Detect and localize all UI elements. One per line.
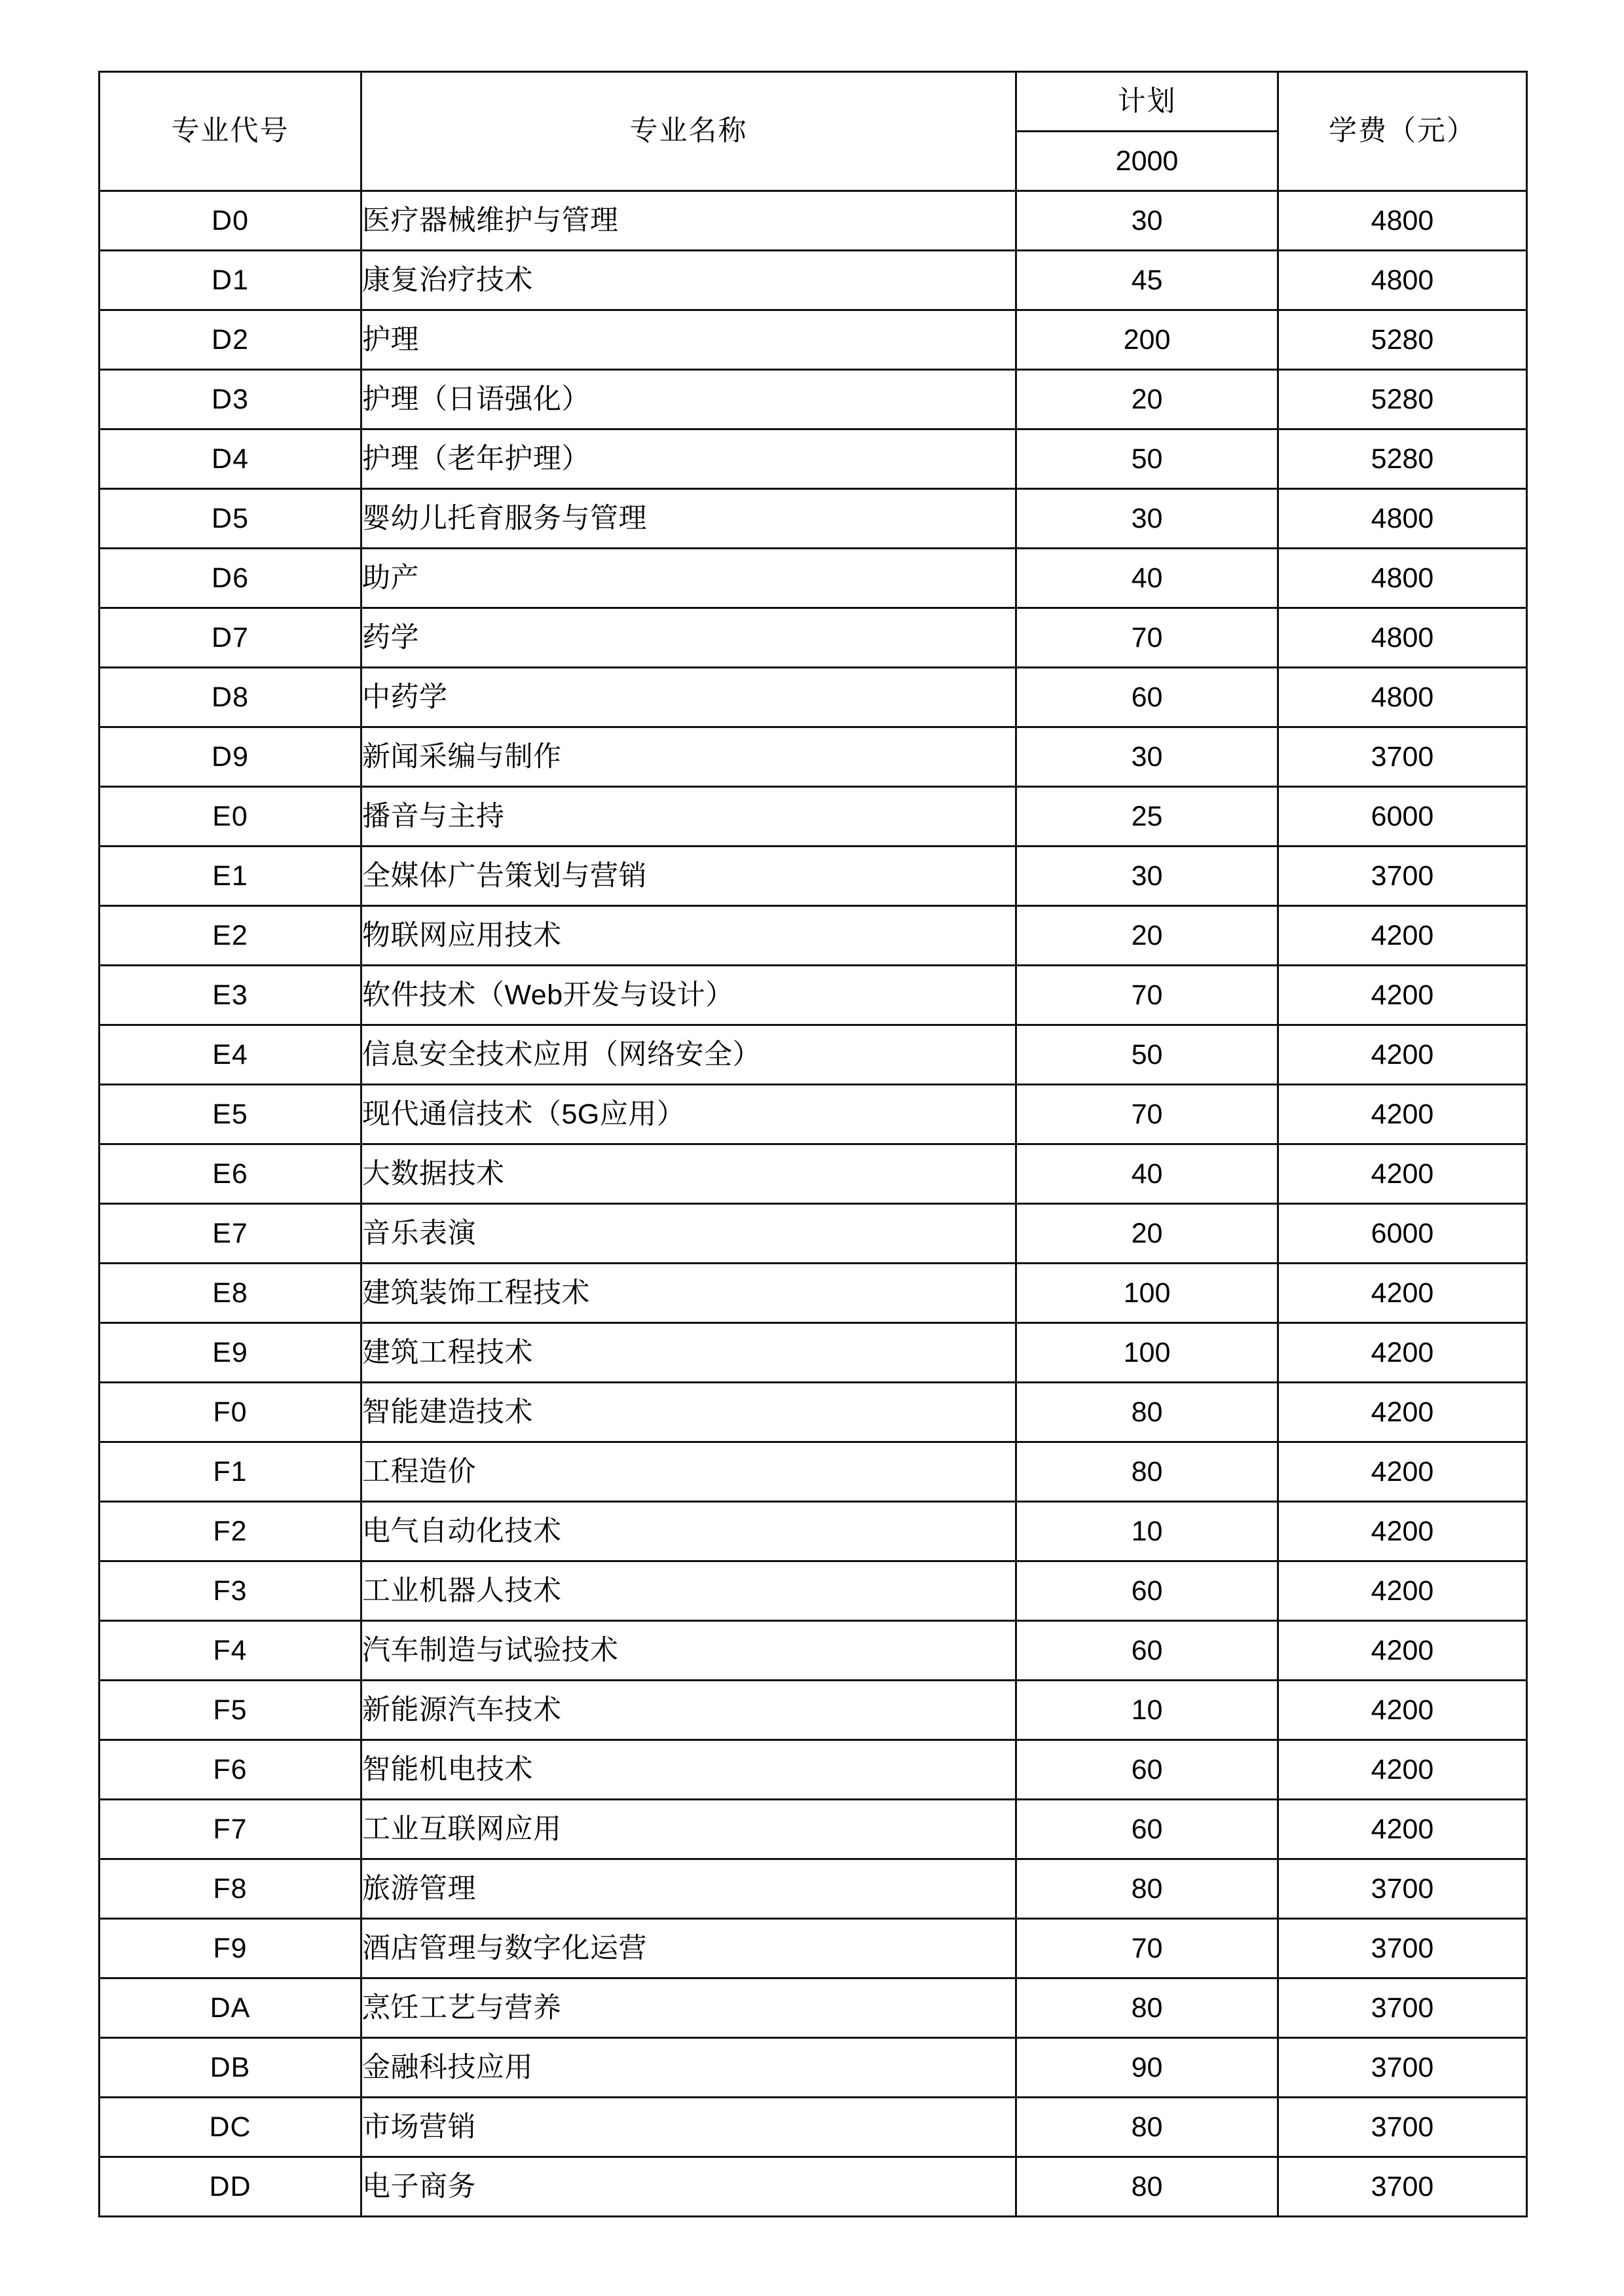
cell-plan: 70 (1016, 1085, 1278, 1144)
cell-fee: 4200 (1278, 1144, 1527, 1204)
cell-plan: 40 (1016, 549, 1278, 608)
cell-fee: 4200 (1278, 1681, 1527, 1740)
cell-major-name: 现代通信技术（5G应用） (361, 1085, 1016, 1144)
cell-fee: 3700 (1278, 2157, 1527, 2217)
cell-fee: 4200 (1278, 966, 1527, 1025)
cell-plan: 45 (1016, 251, 1278, 310)
cell-plan: 60 (1016, 1561, 1278, 1621)
cell-major-name: 全媒体广告策划与营销 (361, 847, 1016, 906)
cell-fee: 4800 (1278, 668, 1527, 727)
cell-fee: 4200 (1278, 1442, 1527, 1502)
cell-fee: 4800 (1278, 191, 1527, 251)
table-row (100, 1978, 1527, 2038)
cell-fee: 4800 (1278, 608, 1527, 668)
table-body (100, 191, 1527, 2217)
cell-major-code: DD (100, 2157, 361, 2217)
table-row (100, 1502, 1527, 1561)
cell-major-code: F9 (100, 1919, 361, 1978)
cell-fee: 4200 (1278, 1383, 1527, 1442)
cell-major-code: F0 (100, 1383, 361, 1442)
cell-major-code: E1 (100, 847, 361, 906)
cell-major-name: 软件技术（Web开发与设计） (361, 966, 1016, 1025)
table-row (100, 549, 1527, 608)
cell-major-code: D3 (100, 370, 361, 429)
cell-major-code: D2 (100, 310, 361, 370)
cell-plan: 10 (1016, 1502, 1278, 1561)
cell-plan: 200 (1016, 310, 1278, 370)
cell-plan: 70 (1016, 1919, 1278, 1978)
cell-major-code: F1 (100, 1442, 361, 1502)
cell-major-code: F8 (100, 1859, 361, 1919)
cell-major-name: 工业互联网应用 (361, 1800, 1016, 1859)
table-row (100, 1264, 1527, 1323)
cell-major-code: E7 (100, 1204, 361, 1264)
cell-plan: 80 (1016, 1978, 1278, 2038)
table-row (100, 1740, 1527, 1800)
cell-fee: 4800 (1278, 251, 1527, 310)
cell-fee: 4200 (1278, 1800, 1527, 1859)
cell-plan: 20 (1016, 370, 1278, 429)
table-row (100, 727, 1527, 787)
cell-plan: 80 (1016, 1442, 1278, 1502)
cell-plan: 100 (1016, 1323, 1278, 1383)
table-row (100, 310, 1527, 370)
cell-plan: 80 (1016, 2098, 1278, 2157)
cell-major-code: E0 (100, 787, 361, 847)
cell-plan: 60 (1016, 1740, 1278, 1800)
cell-major-name: 新能源汽车技术 (361, 1681, 1016, 1740)
cell-fee: 6000 (1278, 1204, 1527, 1264)
cell-major-name: 物联网应用技术 (361, 906, 1016, 966)
cell-major-code: DA (100, 1978, 361, 2038)
cell-fee: 4200 (1278, 1085, 1527, 1144)
table-row (100, 1442, 1527, 1502)
cell-major-code: E6 (100, 1144, 361, 1204)
table-row (100, 1800, 1527, 1859)
cell-major-code: D1 (100, 251, 361, 310)
cell-major-code: F5 (100, 1681, 361, 1740)
cell-fee: 4200 (1278, 1621, 1527, 1681)
cell-major-name: 护理（日语强化） (361, 370, 1016, 429)
cell-major-name: 信息安全技术应用（网络安全） (361, 1025, 1016, 1085)
cell-major-code: DC (100, 2098, 361, 2157)
cell-fee: 4800 (1278, 549, 1527, 608)
cell-major-code: F4 (100, 1621, 361, 1681)
cell-major-code: D9 (100, 727, 361, 787)
cell-fee: 5280 (1278, 429, 1527, 489)
cell-major-name: 酒店管理与数字化运营 (361, 1919, 1016, 1978)
cell-major-code: E9 (100, 1323, 361, 1383)
cell-major-name: 音乐表演 (361, 1204, 1016, 1264)
table-row (100, 429, 1527, 489)
cell-major-code: D8 (100, 668, 361, 727)
cell-fee: 4200 (1278, 1264, 1527, 1323)
cell-fee: 5280 (1278, 370, 1527, 429)
cell-fee: 4200 (1278, 1025, 1527, 1085)
cell-plan: 100 (1016, 1264, 1278, 1323)
cell-plan: 70 (1016, 966, 1278, 1025)
table-row (100, 1919, 1527, 1978)
cell-plan: 60 (1016, 668, 1278, 727)
cell-major-code: E3 (100, 966, 361, 1025)
cell-major-name: 建筑工程技术 (361, 1323, 1016, 1383)
cell-plan: 50 (1016, 429, 1278, 489)
cell-fee: 3700 (1278, 2038, 1527, 2098)
cell-plan: 80 (1016, 2157, 1278, 2217)
table-row (100, 608, 1527, 668)
cell-plan: 50 (1016, 1025, 1278, 1085)
table-row (100, 1681, 1527, 1740)
cell-major-name: 婴幼儿托育服务与管理 (361, 489, 1016, 549)
table-row (100, 1144, 1527, 1204)
cell-major-code: F3 (100, 1561, 361, 1621)
cell-major-name: 汽车制造与试验技术 (361, 1621, 1016, 1681)
cell-fee: 4200 (1278, 1740, 1527, 1800)
table-row (100, 1025, 1527, 1085)
cell-major-name: 智能机电技术 (361, 1740, 1016, 1800)
cell-fee: 5280 (1278, 310, 1527, 370)
table-row (100, 787, 1527, 847)
cell-major-code: DB (100, 2038, 361, 2098)
cell-fee: 3700 (1278, 727, 1527, 787)
cell-major-name: 旅游管理 (361, 1859, 1016, 1919)
cell-major-name: 播音与主持 (361, 787, 1016, 847)
table-header-row-1 (100, 72, 1527, 132)
table-row (100, 489, 1527, 549)
cell-plan: 30 (1016, 489, 1278, 549)
cell-major-code: F7 (100, 1800, 361, 1859)
cell-major-name: 药学 (361, 608, 1016, 668)
cell-plan: 80 (1016, 1859, 1278, 1919)
header-major-name: 专业名称 (361, 72, 1016, 191)
table-row (100, 966, 1527, 1025)
cell-major-code: E5 (100, 1085, 361, 1144)
cell-plan: 20 (1016, 1204, 1278, 1264)
cell-fee: 3700 (1278, 847, 1527, 906)
table-row (100, 1085, 1527, 1144)
cell-major-name: 金融科技应用 (361, 2038, 1016, 2098)
cell-plan: 80 (1016, 1383, 1278, 1442)
cell-fee: 6000 (1278, 787, 1527, 847)
cell-major-code: F6 (100, 1740, 361, 1800)
cell-plan: 30 (1016, 847, 1278, 906)
cell-major-name: 工程造价 (361, 1442, 1016, 1502)
cell-major-code: E8 (100, 1264, 361, 1323)
cell-fee: 4200 (1278, 1502, 1527, 1561)
cell-major-code: E2 (100, 906, 361, 966)
header-major-code: 专业代号 (100, 72, 361, 191)
cell-fee: 4800 (1278, 489, 1527, 549)
enrollment-plan-table (98, 71, 1528, 2217)
table-row (100, 370, 1527, 429)
table-row (100, 191, 1527, 251)
cell-major-name: 护理（老年护理） (361, 429, 1016, 489)
table-row (100, 1561, 1527, 1621)
cell-plan: 60 (1016, 1800, 1278, 1859)
cell-plan: 30 (1016, 727, 1278, 787)
header-plan: 计划 (1016, 72, 1278, 132)
cell-major-code: D6 (100, 549, 361, 608)
table-row (100, 847, 1527, 906)
table-row (100, 2038, 1527, 2098)
header-plan-total: 2000 (1016, 132, 1278, 191)
cell-major-code: F2 (100, 1502, 361, 1561)
cell-major-code: D4 (100, 429, 361, 489)
table-row (100, 1859, 1527, 1919)
cell-plan: 40 (1016, 1144, 1278, 1204)
cell-major-name: 医疗器械维护与管理 (361, 191, 1016, 251)
table-row (100, 906, 1527, 966)
cell-fee: 3700 (1278, 1919, 1527, 1978)
cell-fee: 4200 (1278, 1561, 1527, 1621)
table-row (100, 668, 1527, 727)
cell-plan: 20 (1016, 906, 1278, 966)
cell-plan: 25 (1016, 787, 1278, 847)
cell-major-name: 电子商务 (361, 2157, 1016, 2217)
table-row (100, 1204, 1527, 1264)
cell-major-name: 工业机器人技术 (361, 1561, 1016, 1621)
cell-major-name: 助产 (361, 549, 1016, 608)
cell-fee: 4200 (1278, 906, 1527, 966)
cell-plan: 30 (1016, 191, 1278, 251)
cell-plan: 70 (1016, 608, 1278, 668)
cell-major-name: 康复治疗技术 (361, 251, 1016, 310)
cell-plan: 60 (1016, 1621, 1278, 1681)
cell-major-name: 护理 (361, 310, 1016, 370)
cell-major-name: 大数据技术 (361, 1144, 1016, 1204)
cell-major-name: 智能建造技术 (361, 1383, 1016, 1442)
cell-major-code: E4 (100, 1025, 361, 1085)
cell-major-code: D5 (100, 489, 361, 549)
cell-major-name: 新闻采编与制作 (361, 727, 1016, 787)
cell-plan: 10 (1016, 1681, 1278, 1740)
cell-major-name: 中药学 (361, 668, 1016, 727)
cell-fee: 3700 (1278, 1978, 1527, 2038)
cell-major-name: 建筑装饰工程技术 (361, 1264, 1016, 1323)
cell-plan: 90 (1016, 2038, 1278, 2098)
cell-major-name: 市场营销 (361, 2098, 1016, 2157)
table-row (100, 1621, 1527, 1681)
cell-fee: 3700 (1278, 2098, 1527, 2157)
table-row (100, 2098, 1527, 2157)
cell-major-name: 烹饪工艺与营养 (361, 1978, 1016, 2038)
table-row (100, 1323, 1527, 1383)
cell-major-name: 电气自动化技术 (361, 1502, 1016, 1561)
cell-major-code: D0 (100, 191, 361, 251)
table-row (100, 251, 1527, 310)
cell-major-code: D7 (100, 608, 361, 668)
table-header (100, 72, 1527, 191)
header-tuition-fee: 学费（元） (1278, 72, 1527, 191)
cell-fee: 4200 (1278, 1323, 1527, 1383)
table-row (100, 1383, 1527, 1442)
table-row (100, 2157, 1527, 2217)
cell-fee: 3700 (1278, 1859, 1527, 1919)
